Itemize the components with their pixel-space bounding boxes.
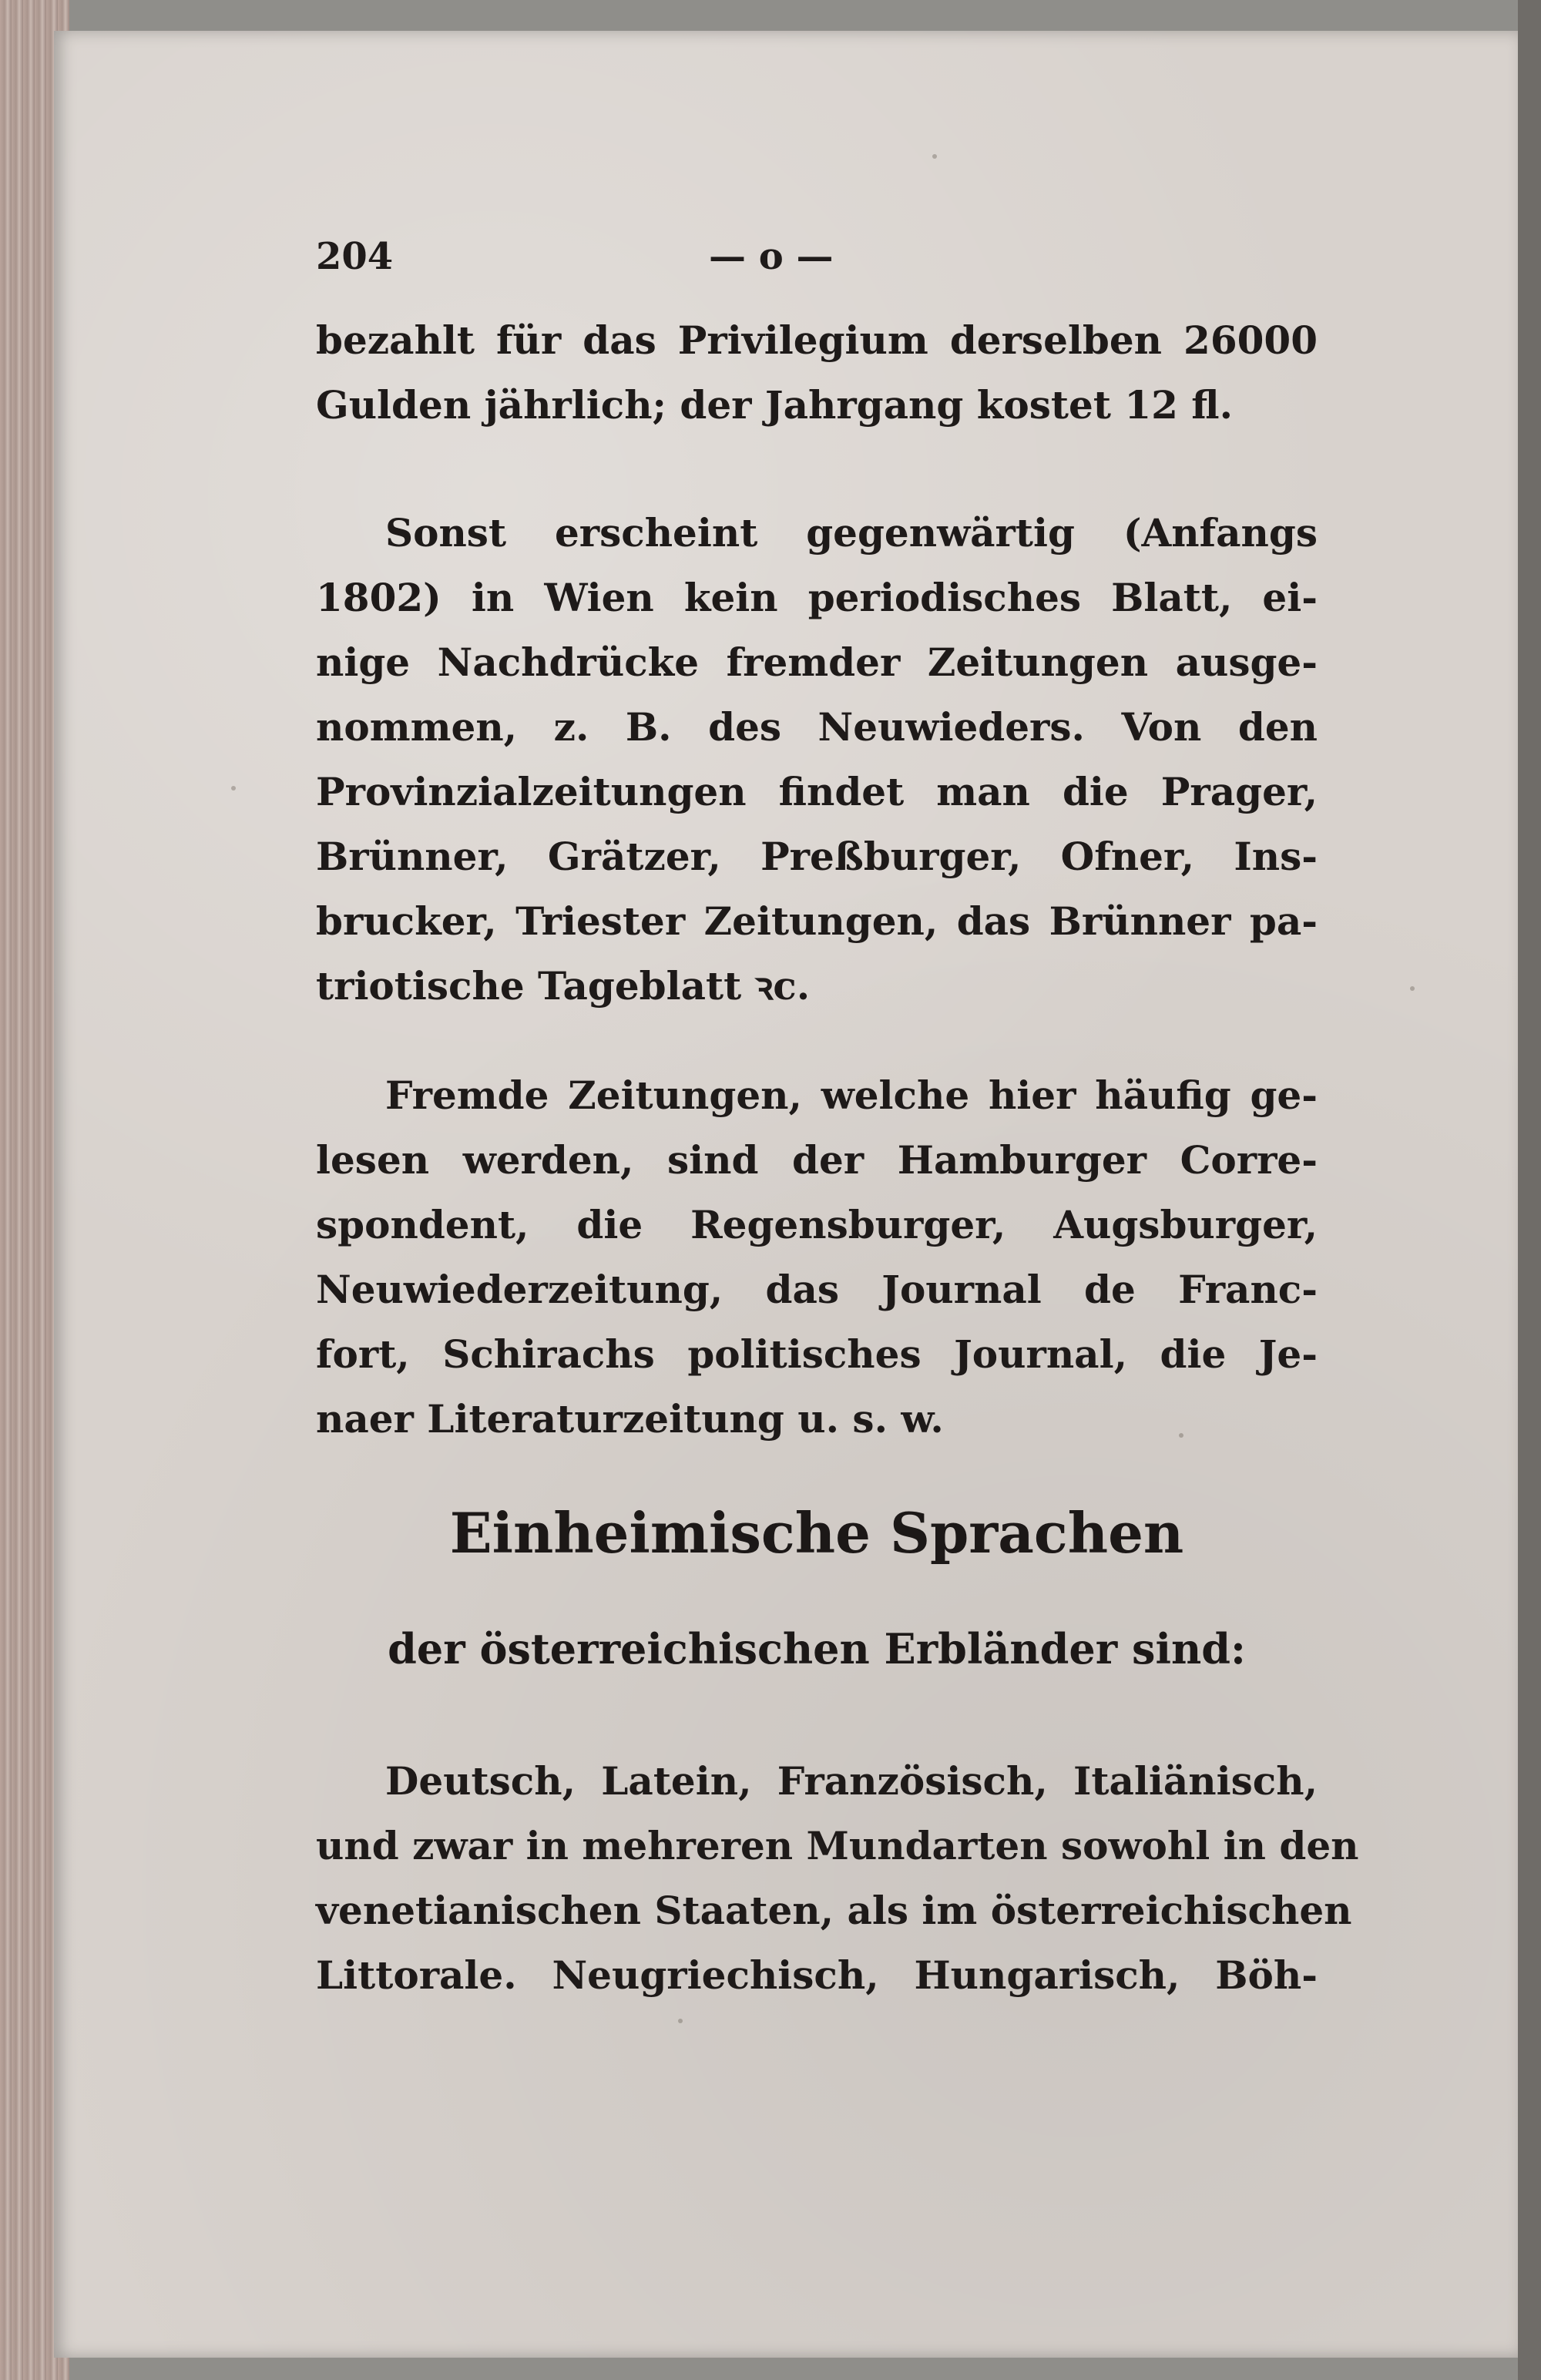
section-subheading: der österreichischen Erbländer sind:	[388, 1624, 1246, 1673]
page-header	[316, 235, 1318, 297]
text-line: nige Nachdrücke fremder Zeitungen ausge-	[316, 639, 1318, 685]
paper-speck	[231, 786, 236, 791]
text-line: triotische Tageblatt ꝛc.	[316, 963, 811, 1009]
text-line: Littorale. Neugriechisch, Hungarisch, Böh-	[316, 1952, 1318, 1998]
paper-speck	[678, 2019, 683, 2023]
text-line: Brünner, Grätzer, Preßburger, Ofner, Ins-	[316, 834, 1318, 879]
header-ornament: — o —	[709, 235, 834, 278]
text-line: venetianischen Staaten, als im österreichischen	[316, 1888, 1352, 1933]
text-line: Deutsch, Latein, Französisch, Italiänisch,	[385, 1758, 1318, 1804]
paper-speck	[1410, 986, 1415, 991]
text-line: Fremde Zeitungen, welche hier häufig ge-	[385, 1073, 1318, 1118]
text-line: fort, Schirachs politisches Journal, die Je-	[316, 1331, 1318, 1377]
text-line: nommen, z. B. des Neuwieders. Von den	[316, 704, 1318, 750]
text-line: brucker, Triester Zeitungen, das Brünner pa-	[316, 898, 1318, 944]
book-gutter-shadow	[1518, 0, 1541, 2380]
text-line: Provinzialzeitungen findet man die Prager,	[316, 769, 1318, 814]
text-line: bezahlt für das Privilegium derselben 26000	[316, 317, 1318, 363]
text-line: naer Literaturzeitung u. s. w.	[316, 1396, 944, 1442]
text-line: spondent, die Regensburger, Augsburger,	[316, 1202, 1318, 1247]
text-line: Sonst erscheint gegenwärtig (Anfangs	[385, 510, 1318, 556]
section-heading: Einheimische Sprachen	[449, 1500, 1184, 1566]
text-line: 1802) in Wien kein periodisches Blatt, ei-	[316, 575, 1318, 620]
page-number: 204	[316, 235, 394, 278]
text-line: Neuwiederzeitung, das Journal de Franc-	[316, 1267, 1318, 1312]
paper-speck	[1179, 1433, 1183, 1438]
paper-speck	[932, 154, 937, 159]
paragraph-1	[316, 308, 1318, 438]
paragraph-4	[316, 1749, 1359, 2008]
paragraph-3	[316, 1063, 1318, 1452]
text-line: Gulden jährlich; der Jahrgang kostet 12 fl.	[316, 382, 1234, 428]
text-line: lesen werden, sind der Hamburger Corre-	[316, 1137, 1318, 1183]
paragraph-2	[316, 501, 1318, 1019]
text-line: und zwar in mehreren Mundarten sowohl in den	[316, 1823, 1359, 1868]
